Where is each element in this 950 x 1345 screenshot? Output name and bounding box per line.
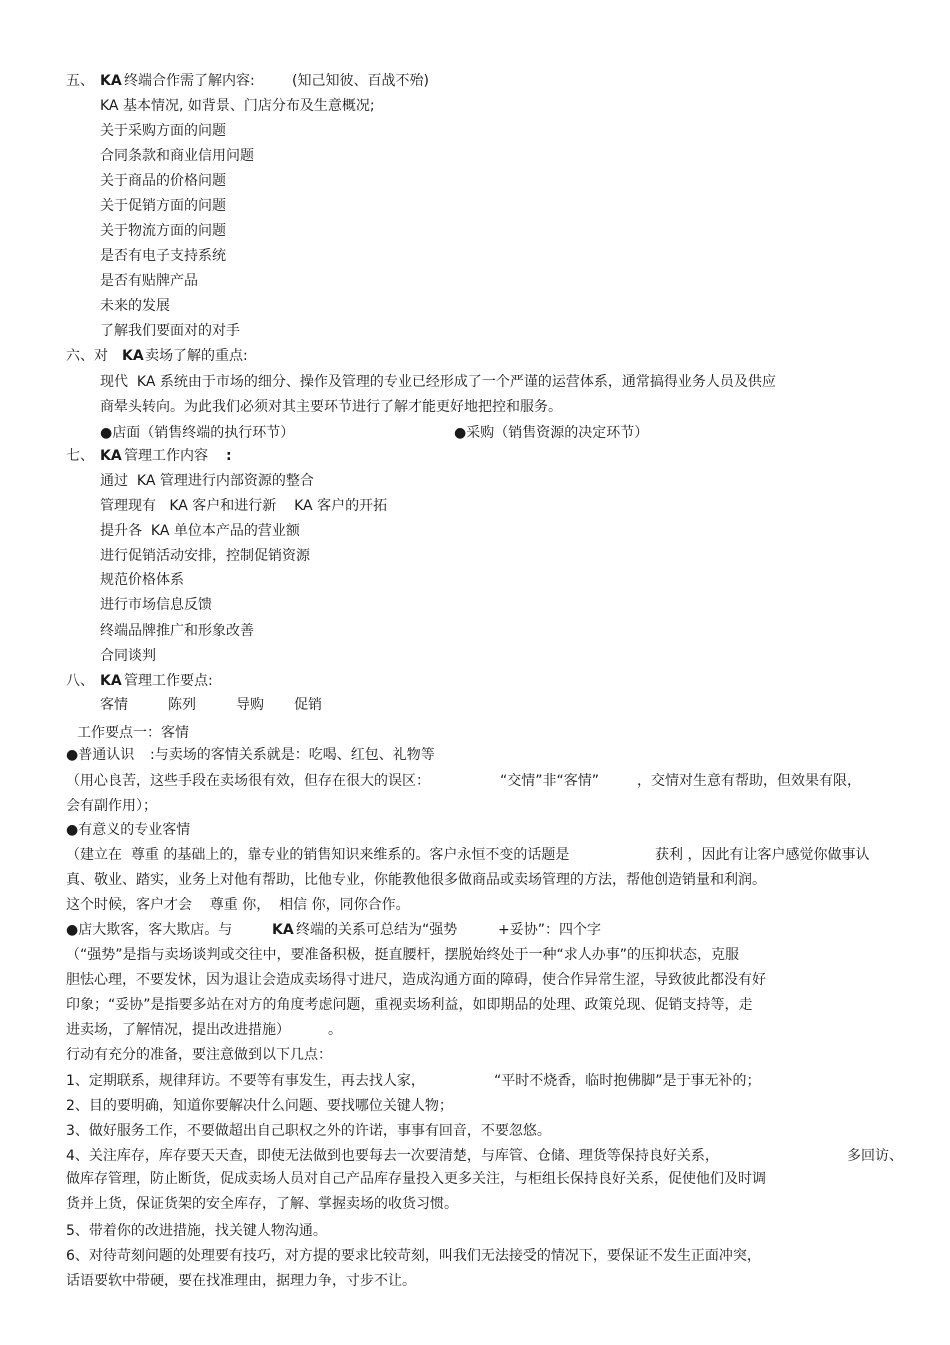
numbered-item: “平时不烧香，临时抱佛脚”是于事无补的； xyxy=(494,1073,761,1089)
list-item: 关于促销方面的问题 xyxy=(100,198,226,214)
list-item: 关于商品的价格问题 xyxy=(100,173,226,189)
professional-relation-title: ●有意义的专业客情 xyxy=(66,822,191,838)
paragraph-line: （“强势”是指与卖场谈判或交往中，要准备积极，挺直腰杆，摆脱始终处于一种“求人办事”的压抑状态，克服 xyxy=(66,947,740,963)
paragraph-line: 这个时候，客户才会 尊重 你， 相信 你，同你合作。 xyxy=(66,897,410,913)
section7-heading: 管理工作内容 xyxy=(124,448,208,464)
section5-note: (知己知彼、百战不殆) xyxy=(292,73,429,89)
numbered-item: 2、目的要明确，知道你要解决什么问题、要找哪位关键人物； xyxy=(66,1098,453,1114)
section8-heading: 管理工作要点: xyxy=(124,673,213,689)
preparation-title: 行动有充分的准备，要注意做到以下几点： xyxy=(66,1047,332,1063)
section6-ka: KA xyxy=(122,348,144,364)
list-item: 提升各 KA 单位本产品的营业额 xyxy=(100,523,300,539)
list-item: 进行市场信息反馈 xyxy=(100,597,212,613)
store-relation-ka: KA xyxy=(272,922,294,938)
paragraph-line: 胆怯心理，不要发怵，因为退让会造成卖场得寸进尺，造成沟通方面的障碍，使合作异常生涩，导致彼此都没有好 xyxy=(66,972,766,988)
paragraph-line: 真、敬业、踏实，业务上对他有帮助，比他专业，你能教他很多做商品或卖场管理的方法，帮他创造销量和利润。 xyxy=(66,872,766,888)
section5-heading: 终端合作需了解内容: xyxy=(124,73,255,89)
store-relation-line: +妥协”：四个字 xyxy=(498,922,601,938)
paragraph-line: 获利 ，因此有让客户感觉你做事认 xyxy=(655,847,870,863)
list-item: 进行促销活动安排，控制促销资源 xyxy=(100,548,310,564)
list-item: 是否有电子支持系统 xyxy=(100,248,226,264)
section7-colon: : xyxy=(226,448,232,464)
paragraph-line: “交情”非“客情” xyxy=(500,773,600,789)
normal-view-text: :与卖场的客情关系就是：吃喝、红包、礼物等 xyxy=(150,747,435,763)
work-point: 客情 xyxy=(100,697,128,713)
section7-number: 七、 xyxy=(66,448,94,464)
section5-number: 五、 xyxy=(66,73,94,89)
work-point: 促销 xyxy=(294,697,322,713)
section6-heading: 卖场了解的重点: xyxy=(145,348,248,364)
work-point: 陈列 xyxy=(168,697,196,713)
numbered-item: 3、做好服务工作，不要做超出自己职权之外的许诺，事事有回音，不要忽悠。 xyxy=(66,1123,551,1139)
section5-ka: KA xyxy=(100,73,122,89)
list-item: 关于物流方面的问题 xyxy=(100,223,226,239)
numbered-item: 4、关注库存，库存要天天查，即使无法做到也要每去一次要清楚，与库管、仓储、理货等保持良好关系， xyxy=(66,1148,719,1164)
paragraph-line: 印象；“妥协”是指要多站在对方的角度考虑问题，重视卖场利益，如即期品的处理、政策兑现、促销支持等，走 xyxy=(66,997,753,1013)
normal-view-label: ●普通认识 xyxy=(66,747,135,763)
numbered-item: 多回访、 xyxy=(847,1148,903,1164)
list-item: 未来的发展 xyxy=(100,298,170,314)
bullet-purchasing: ●采购（销售资源的决定环节） xyxy=(454,425,649,441)
store-relation-line: ●店大欺客，客大欺店。与 xyxy=(66,922,233,938)
list-item: 规范价格体系 xyxy=(100,572,184,588)
work-point: 导购 xyxy=(236,697,264,713)
list-item: 关于采购方面的问题 xyxy=(100,123,226,139)
bullet-store: ●店面（销售终端的执行环节） xyxy=(100,425,295,441)
list-item: 合同条款和商业信用问题 xyxy=(100,148,254,164)
paragraph-line: 做库存管理，防止断货，促成卖场人员对自己产品库存量投入更多关注，与柜组长保持良好关系，促使他们及时调 xyxy=(66,1171,766,1187)
numbered-item: 5、带着你的改进措施，找关键人物沟通。 xyxy=(66,1223,327,1239)
section8-number: 八、 xyxy=(66,673,94,689)
list-item: 通过 KA 管理进行内部资源的整合 xyxy=(100,473,314,489)
list-item: 合同谈判 xyxy=(100,648,156,664)
paragraph-line: （用心良苦，这些手段在卖场很有效，但存在很大的误区： xyxy=(66,773,430,789)
paragraph-line: 话语要软中带硬，要在找准理由，据理力争，寸步不让。 xyxy=(66,1273,416,1289)
section6-number: 六、对 xyxy=(66,348,108,364)
numbered-item: 6、对待苛刻问题的处理要有技巧，对方提的要求比较苛刻，叫我们无法接受的情况下，要保证不发生正面冲突， xyxy=(66,1248,761,1264)
paragraph-line: 。 xyxy=(328,1022,342,1038)
list-item: 了解我们要面对的对手 xyxy=(100,323,240,339)
paragraph-line: 进卖场，了解情况，提出改进措施） xyxy=(66,1022,290,1038)
store-relation-line: 终端的关系可总结为“强势 xyxy=(296,922,458,938)
list-item: KA 基本情况, 如背景、门店分布及生意概况; xyxy=(100,98,375,114)
list-item: 管理现有 KA 客户和进行新 KA 客户的开拓 xyxy=(100,498,388,514)
paragraph-line: （建立在 尊重 的基础上的，靠专业的销售知识来维系的。客户永恒不变的话题是 xyxy=(66,847,570,863)
section7-ka: KA xyxy=(100,448,122,464)
point1-title: 工作要点一：客情 xyxy=(77,725,189,741)
paragraph-line: 货并上货，保证货架的安全库存，了解、掌握卖场的收货习惯。 xyxy=(66,1196,458,1212)
section6-paragraph-line: 商晕头转向。为此我们必须对其主要环节进行了解才能更好地把控和服务。 xyxy=(100,399,562,415)
list-item: 是否有贴牌产品 xyxy=(100,273,198,289)
paragraph-line: ，交情对生意有帮助，但效果有限， xyxy=(637,773,861,789)
list-item: 终端品牌推广和形象改善 xyxy=(100,623,254,639)
paragraph-line: 会有副作用）； xyxy=(66,798,157,814)
numbered-item: 1、定期联系，规律拜访。不要等有事发生，再去找人家， xyxy=(66,1073,425,1089)
section8-ka: KA xyxy=(100,673,122,689)
section6-paragraph-line: 现代 KA 系统由于市场的细分、操作及管理的专业已经形成了一个严谨的运营体系，通常搞得业务人员及供应 xyxy=(100,374,776,390)
